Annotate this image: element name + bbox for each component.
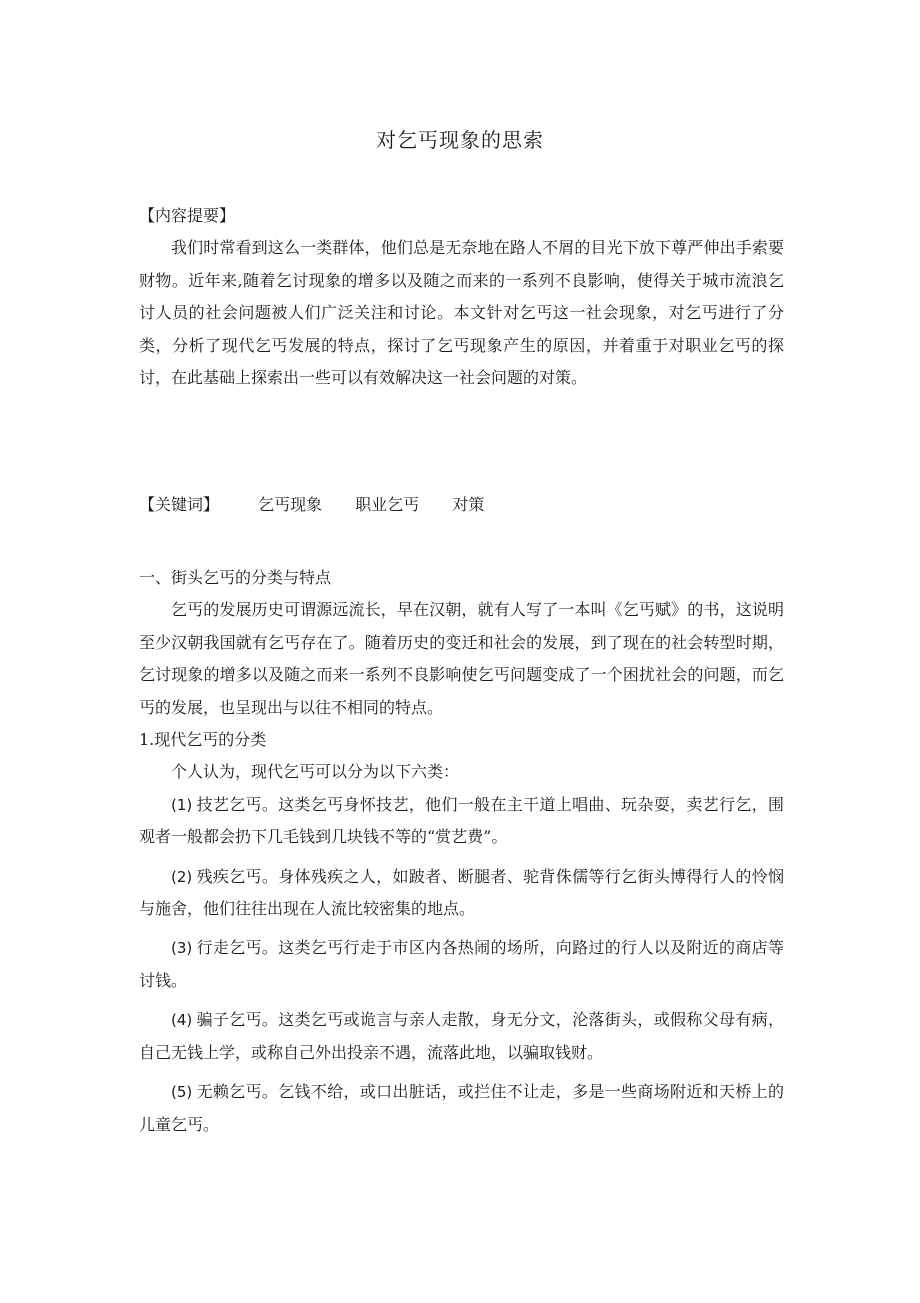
section-1 [139,562,784,1148]
sub-heading: 1.现代乞丐的分类 [139,730,267,750]
item-number: (5) [171,1083,193,1102]
document-title: 对乞丐现象的思索 [376,128,544,152]
section-intro: 乞丐的发展历史可谓源远流长，早在汉朝，就有人写了一本叫《乞丐赋》的书，这说明至少汉朝我国就有乞丐存在了。随着历史的变迁和社会的发展，到了现在的社会转型时期，乞讨现象的增多以及随之而来一系列不良影响使乞丐问题变成了一个困扰社会的问题，而乞丐的发展，也呈现出与以往不相同的特点。 [139,600,784,717]
item-number: (4) [171,1011,193,1030]
item-text: 骗子乞丐。这类乞丐或诡言与亲人走散，身无分文，沦落街头，或假称父母有病，自己无钱上学，或称自己外出投亲不遇，流落此地，以骗取钱财。 [139,1010,784,1062]
abstract-label: 【内容提要】 [139,206,236,225]
item-text: 残疾乞丐。身体残疾之人，如跛者、断腿者、驼背侏儒等行乞街头博得行人的怜悯与施舍，他们往往出现在人流比较密集的地点。 [139,866,784,919]
category-item [139,1076,784,1141]
item-text: 技艺乞丐。这类乞丐身怀技艺，他们一般在主干道上唱曲、玩杂耍，卖艺行乞，围观者一般都会扔下几毛钱到几块钱不等的“赏艺费”。 [139,794,784,847]
item-text: 行走乞丐。这类乞丐行走于市区内各热闹的场所，向路过的行人以及附近的商店等讨钱。 [139,938,784,990]
item-number: (3) [171,939,193,958]
keywords-label: 【关键词】 [139,495,220,514]
keyword-item: 对策 [452,495,485,514]
abstract-section [139,200,784,394]
category-item [139,932,784,997]
item-text: 无赖乞丐。乞钱不给，或口出脏话，或拦住不让走，多是一些商场附近和天桥上的儿童乞丐。 [139,1082,784,1134]
category-item [139,861,784,926]
category-item [139,789,784,854]
sub-intro: 个人认为，现代乞丐可以分为以下六类： [171,762,460,782]
item-number: (2) [171,867,193,886]
item-number: (1) [171,795,193,814]
category-item [139,1004,784,1069]
keyword-item: 职业乞丐 [355,495,420,514]
section-heading: 一、街头乞丐的分类与特点 [139,568,332,587]
keyword-item: 乞丐现象 [258,495,323,514]
keywords-section [139,489,784,521]
abstract-text: 我们时常看到这么一类群体，他们总是无奈地在路人不屑的目光下放下尊严伸出手索要财物。近年来,随着乞讨现象的增多以及随之而来的一系列不良影响，使得关于城市流浪乞讨人员的社会问题被人们广泛关注和讨论。本文针对乞丐这一社会现象，对乞丐进行了分类，分析了现代乞丐发展的特点，探讨了乞丐现象产生的原因，并着重于对职业乞丐的探讨，在此基础上探索出一些可以有效解决这一社会问题的对策。 [139,238,784,388]
